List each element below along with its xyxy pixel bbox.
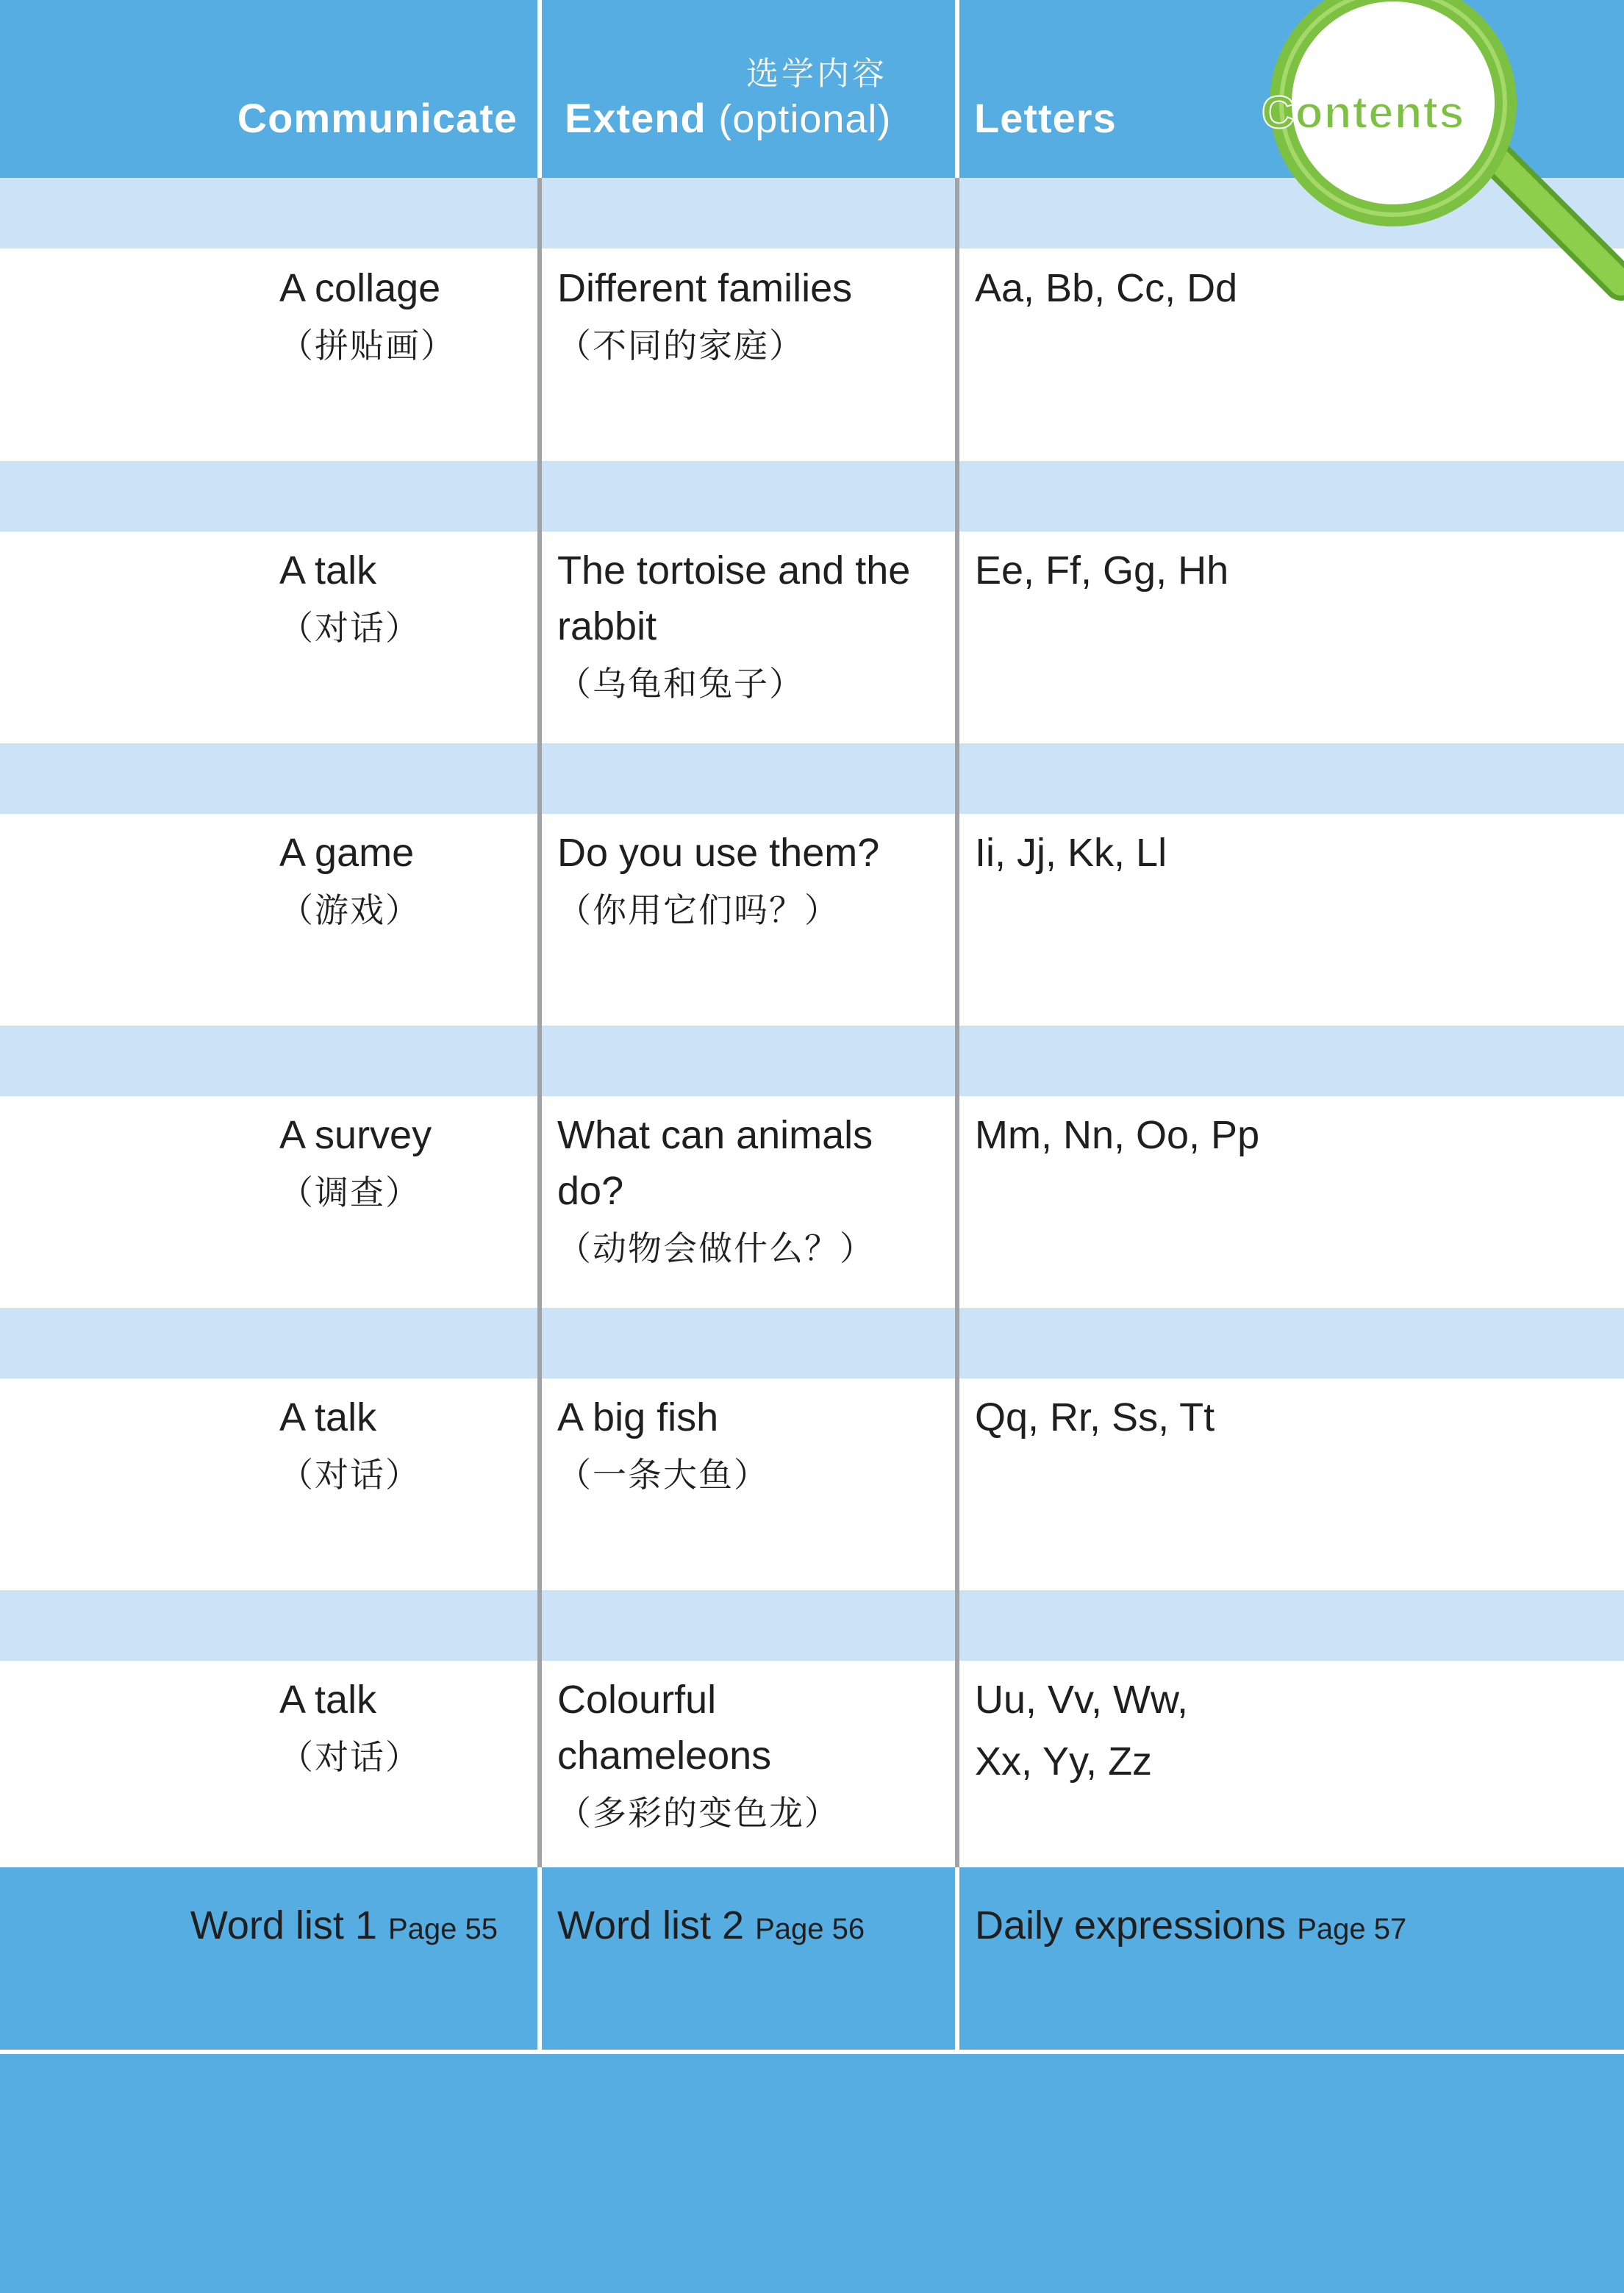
extend-zh: （多彩的变色龙） bbox=[557, 1793, 840, 1833]
extend-en: chameleons bbox=[557, 1734, 772, 1778]
letters-cell bbox=[975, 1672, 1188, 1789]
communicate-zh: （对话） bbox=[279, 1737, 421, 1777]
letters-text: Ee, Ff, Gg, Hh bbox=[975, 548, 1229, 593]
extend-zh: （乌龟和兔子） bbox=[557, 664, 804, 704]
extend-cell bbox=[557, 260, 852, 375]
extend-cell bbox=[557, 825, 879, 940]
header-extend-label: Extend bbox=[565, 95, 707, 141]
header-letters: Letters bbox=[974, 95, 1117, 141]
communicate-en: A game bbox=[279, 831, 415, 875]
letters-cell bbox=[975, 260, 1237, 316]
word-list-2-page: Page 56 bbox=[755, 1913, 865, 1945]
row-stripe bbox=[0, 461, 1624, 532]
communicate-zh: （对话） bbox=[279, 1455, 421, 1495]
word-list-1-label: Word list 1 bbox=[190, 1903, 377, 1947]
extend-en: Colourful bbox=[557, 1678, 717, 1722]
column-divider bbox=[955, 1867, 959, 2054]
extend-en: Do you use them? bbox=[557, 831, 880, 875]
table-row bbox=[279, 825, 421, 940]
table-row bbox=[279, 543, 421, 657]
communicate-zh: （调查） bbox=[279, 1173, 421, 1212]
table-row bbox=[279, 260, 456, 375]
header-extend bbox=[565, 94, 891, 142]
extend-en: The tortoise and the bbox=[557, 548, 911, 593]
footer-divider bbox=[0, 2050, 1624, 2054]
extend-cell bbox=[557, 543, 910, 713]
daily-expressions-link[interactable] bbox=[975, 1903, 1406, 1948]
extend-zh: （一条大鱼） bbox=[557, 1455, 769, 1495]
row-stripe bbox=[0, 1308, 1624, 1378]
extend-zh: （你用它们吗？） bbox=[557, 890, 840, 930]
extend-en: rabbit bbox=[557, 604, 657, 648]
extend-cell bbox=[557, 1107, 875, 1278]
letters-cell bbox=[975, 1107, 1259, 1163]
table-row bbox=[279, 1107, 432, 1222]
letters-cell bbox=[975, 825, 1167, 881]
header-communicate: Communicate bbox=[237, 95, 518, 141]
column-divider bbox=[537, 178, 542, 1867]
word-list-2-link[interactable] bbox=[557, 1903, 865, 1948]
extend-zh: （不同的家庭） bbox=[557, 326, 804, 365]
extend-en: Different families bbox=[557, 266, 853, 310]
extend-cell bbox=[557, 1389, 769, 1504]
communicate-en: A talk bbox=[279, 1395, 377, 1439]
table-row bbox=[279, 1672, 421, 1786]
column-divider bbox=[537, 1867, 542, 2054]
communicate-en: A survey bbox=[279, 1113, 432, 1157]
word-list-1-link[interactable] bbox=[190, 1903, 498, 1948]
extend-en: What can animals bbox=[557, 1113, 873, 1157]
letters-text: Ii, Jj, Kk, Ll bbox=[975, 831, 1167, 875]
contents-magnifier-icon bbox=[1250, 0, 1624, 323]
row-stripe bbox=[0, 1590, 1624, 1661]
word-list-2-label: Word list 2 bbox=[557, 1903, 745, 1947]
letters-text: Aa, Bb, Cc, Dd bbox=[975, 266, 1238, 310]
row-stripe bbox=[0, 743, 1624, 814]
communicate-zh: （游戏） bbox=[279, 890, 421, 930]
daily-expressions-label: Daily expressions bbox=[975, 1903, 1287, 1947]
extend-en: do? bbox=[557, 1169, 624, 1213]
daily-expressions-page: Page 57 bbox=[1297, 1913, 1407, 1945]
column-divider bbox=[955, 178, 959, 1867]
extend-cell bbox=[557, 1672, 840, 1842]
contents-badge-label: Contents bbox=[1262, 87, 1465, 138]
letters-text: Qq, Rr, Ss, Tt bbox=[975, 1395, 1215, 1439]
extend-zh: （动物会做什么？） bbox=[557, 1228, 875, 1268]
row-stripe bbox=[0, 1026, 1624, 1096]
letters-text: Uu, Vv, Ww, bbox=[975, 1678, 1189, 1722]
communicate-zh: （拼贴画） bbox=[279, 326, 456, 365]
communicate-en: A talk bbox=[279, 1678, 377, 1722]
letters-text: Mm, Nn, Oo, Pp bbox=[975, 1113, 1260, 1157]
extend-en: A big fish bbox=[557, 1395, 719, 1439]
column-divider bbox=[955, 0, 959, 178]
letters-cell bbox=[975, 1389, 1215, 1445]
communicate-en: A talk bbox=[279, 548, 377, 593]
communicate-en: A collage bbox=[279, 266, 441, 310]
column-divider bbox=[537, 0, 542, 178]
letters-text: Xx, Yy, Zz bbox=[975, 1739, 1153, 1784]
letters-cell bbox=[975, 543, 1228, 598]
table-row bbox=[279, 1389, 421, 1504]
header-extend-subtitle: 选学内容 bbox=[746, 55, 887, 93]
word-list-1-page: Page 55 bbox=[387, 1913, 498, 1945]
header-extend-optional: (optional) bbox=[718, 97, 892, 141]
communicate-zh: （对话） bbox=[279, 608, 421, 648]
